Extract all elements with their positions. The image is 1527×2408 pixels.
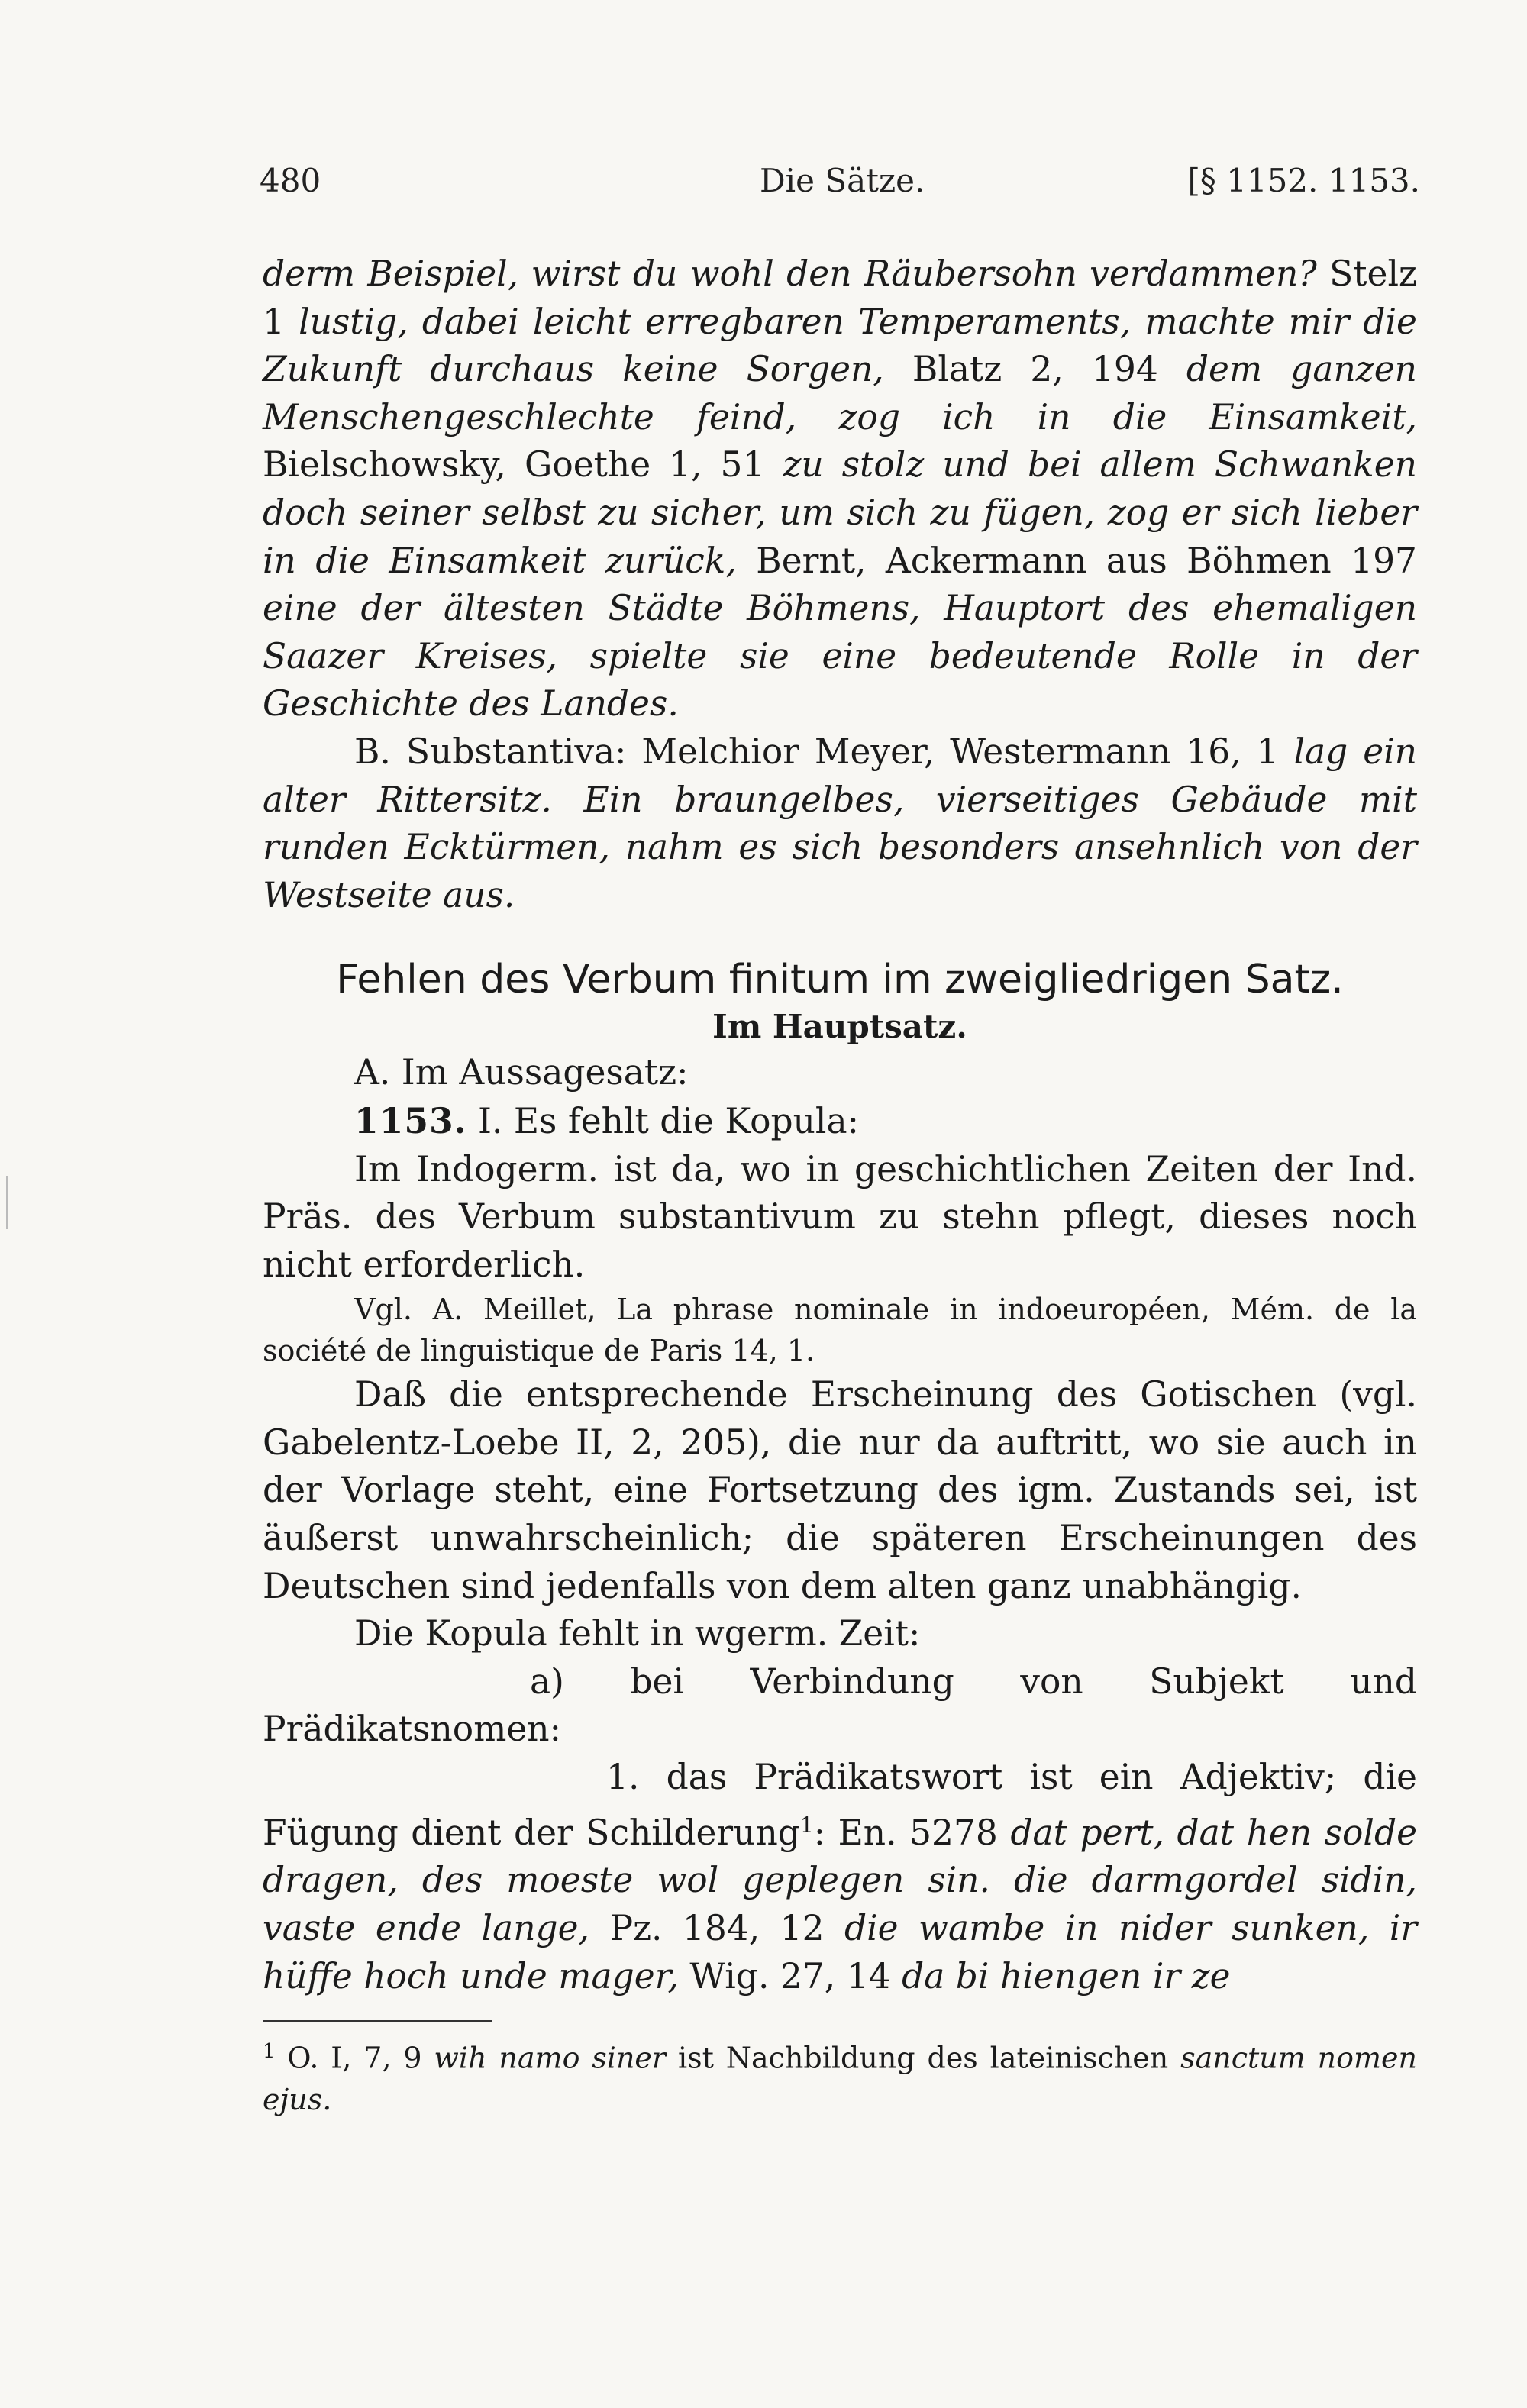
quote-italic: sanctum nomen ejus. [263, 2041, 1417, 2116]
paragraph-adjektiv [263, 1754, 1417, 2000]
quote-italic: wih namo siner [434, 2041, 667, 2075]
paragraph-substantiva [263, 728, 1417, 919]
quote-italic: lag ein alter Rittersitz. Ein braungelbes, vierseitiges Gebäude mit runden Ecktürmen, nahm es sich besonders ansehnlich von der Westseite aus. [263, 731, 1417, 915]
citation: : En. 5278 [813, 1812, 1011, 1853]
page-number: 480 [260, 162, 321, 199]
citation: Bielschowsky, Goethe 1, 51 [263, 444, 783, 486]
quote-italic: derm Beispiel, wirst du wohl den Räubersohn verdammen? [263, 253, 1317, 294]
quote-italic: dat pert, dat hen solde dragen, des moeste wol geplegen sin. die darmgordel sidin, vaste ende lange, [263, 1812, 1417, 1948]
footnote-number: 1 [263, 2040, 276, 2064]
section-1153 [263, 1097, 1417, 1146]
margin-mark [6, 1176, 8, 1229]
citation: Pz. 184, 12 [589, 1907, 844, 1948]
quote-italic: da bi hiengen ir ze [902, 1955, 1231, 1996]
running-header [260, 162, 1420, 208]
quote-italic: die wambe in nider sunken, ir hüffe hoch unde mager, [263, 1907, 1418, 1996]
section-title: I. Es fehlt die Kopula: [466, 1100, 859, 1141]
footnote [263, 2031, 1417, 2120]
section-reference: [§ 1152. 1153. [1187, 162, 1420, 199]
section-a-label: A. Im Aussagesatz: [354, 1052, 689, 1093]
text: 1. das Prädikatswort ist ein Adjektiv; die Fügung dient der Schilderung [263, 1757, 1417, 1853]
quote-italic: lustig, dabei leicht erregbaren Temperaments, machte mir die Zukunft durchaus keine Sorgen, [263, 301, 1417, 390]
paragraph-subjekt: a) bei Verbindung von Subjekt und Prädikatsnomen: [263, 1661, 1417, 1750]
footnote-marker[interactable]: 1 [799, 1812, 814, 1838]
quote-italic: dem ganzen Menschengeschlechte feind, zog ich in die Einsamkeit, [263, 349, 1417, 437]
text: ist Nachbildung des lateinischen [666, 2041, 1181, 2075]
citation: Blatz 2, 194 [883, 349, 1186, 390]
citation: Wig. 27, 14 [678, 1955, 902, 1996]
substantiva-label: B. Substantiva: Melchior Meyer, Westermann 16, 1 [354, 731, 1294, 772]
citation: Bernt, Ackermann aus Böhmen 197 [736, 540, 1417, 581]
quote-italic: zu stolz und bei allem Schwanken doch seiner selbst zu sicher, um sich zu fügen, zog er sich lieber in die Einsamkeit zurück, [263, 444, 1417, 581]
paragraph-kopula: Die Kopula fehlt in wgerm. Zeit: [354, 1613, 921, 1654]
paragraph-gotisch: Daß die entsprechende Erscheinung des Gotischen (vgl. Gabelentz-Loebe II, 2, 205), die nur da auftritt, wo sie auch in der Vorlage steht, eine Fortsetzung des igm. Zustands sei, ist äußerst unwahrscheinlich; die späteren Erscheinungen des Deutschen sind jedenfalls von dem alten ganz unabhängig. [263, 1374, 1417, 1606]
reference-meillet: Vgl. A. Meillet, La phrase nominale in indoeuropéen, Mém. de la société de linguistique de Paris 14, 1. [263, 1293, 1417, 1368]
chapter-heading: Fehlen des Verbum finitum im zweigliedrigen Satz. [336, 957, 1344, 1003]
quote-italic: eine der ältesten Städte Böhmens, Hauptort des ehemaligen Saazer Kreises, spielte sie eine bedeutende Rolle in der Geschichte des Landes. [263, 588, 1417, 725]
paragraph-indogerm: Im Indogerm. ist da, wo in geschichtlichen Zeiten der Ind. Präs. des Verbum substantivum zu stehn pflegt, dieses noch nicht erforderlich. [263, 1148, 1417, 1285]
section-number: 1153. [354, 1099, 467, 1141]
running-title: Die Sätze. [760, 162, 925, 199]
footnote-rule [263, 2020, 492, 2022]
paragraph-examples-a [263, 250, 1417, 728]
text-column [263, 250, 1417, 2120]
subheading: Im Hauptsatz. [712, 1008, 967, 1046]
citation: Stelz 1 [263, 253, 1417, 342]
citation: O. I, 7, 9 [275, 2041, 434, 2075]
